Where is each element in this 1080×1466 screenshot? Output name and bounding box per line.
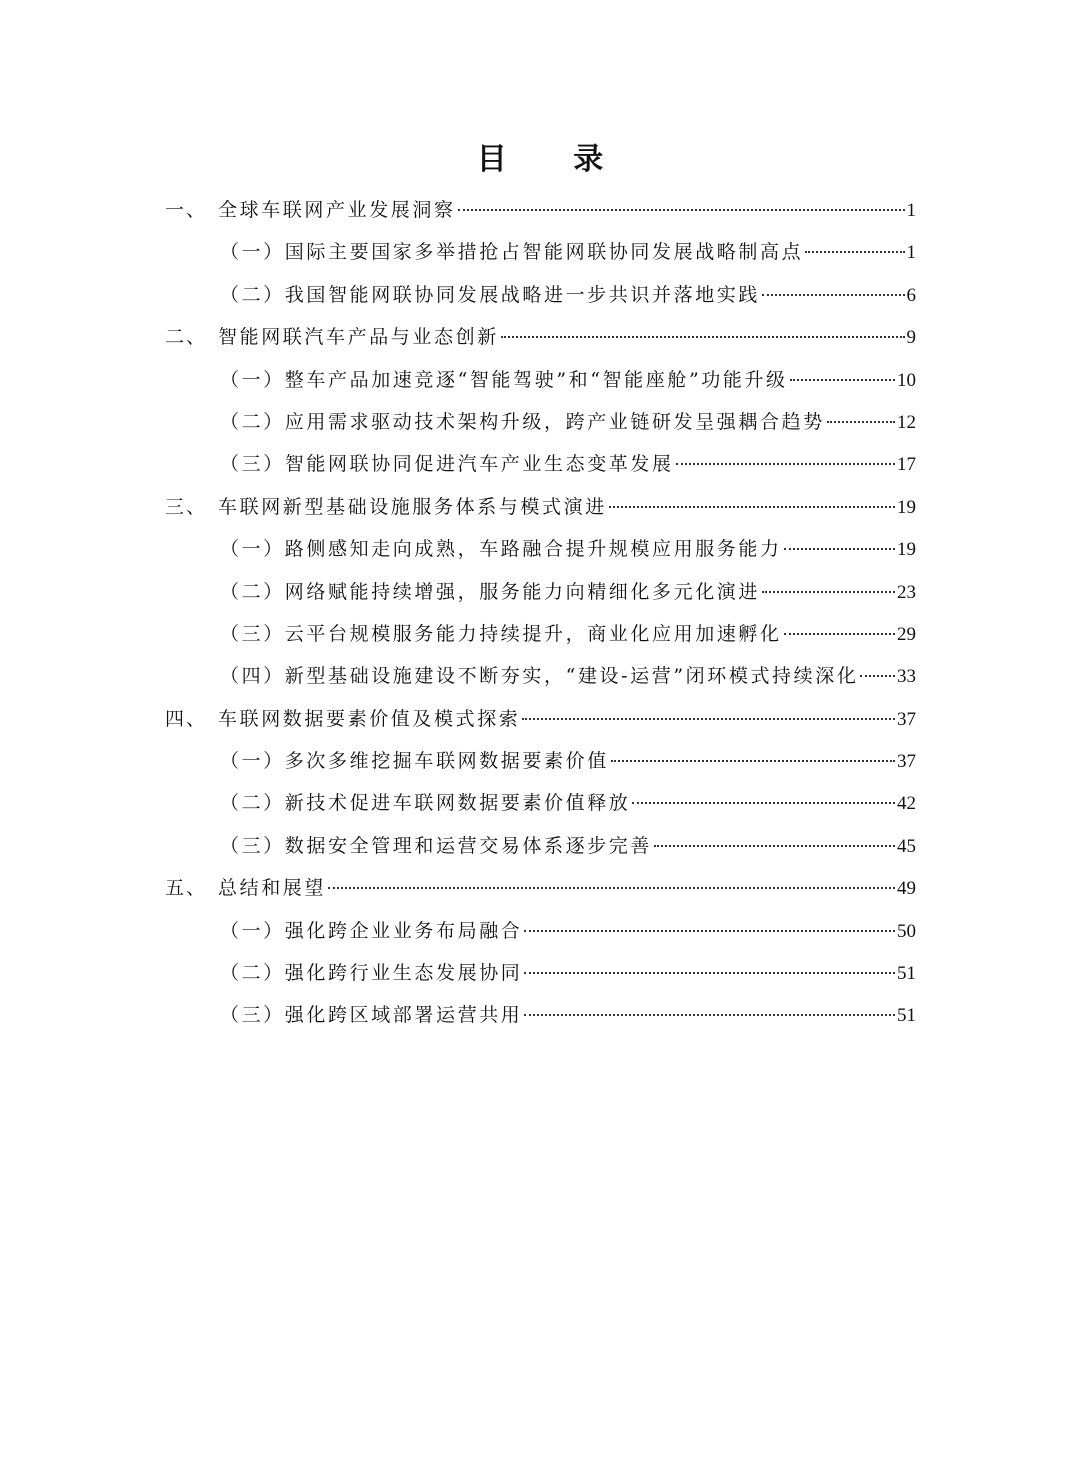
toc-page-number: 23 bbox=[897, 581, 916, 603]
dot-leader bbox=[676, 463, 895, 465]
toc-entry-label: （二）强化跨行业生态发展协同 bbox=[220, 962, 523, 985]
toc-section-entry[interactable] bbox=[0, 571, 1080, 613]
toc-page-number: 37 bbox=[897, 708, 916, 730]
dot-leader bbox=[458, 209, 905, 211]
toc-entry-label: 车联网数据要素价值及模式探索 bbox=[218, 707, 521, 730]
toc-entry-label: （二）我国智能网联协同发展战略进一步共识并落地实践 bbox=[220, 283, 761, 306]
toc-chapter-number: 二、 bbox=[165, 326, 208, 349]
toc-section-entry[interactable] bbox=[0, 613, 1080, 655]
toc-entry-line bbox=[218, 486, 916, 529]
toc-entry-label: （三）强化跨区域部署运营共用 bbox=[220, 1004, 523, 1027]
toc-page-number: 1 bbox=[906, 242, 916, 264]
toc-entry-label: （三）云平台规模服务能力持续提升，商业化应用加速孵化 bbox=[220, 622, 782, 645]
toc-section-entry[interactable] bbox=[0, 274, 1080, 316]
toc-entry-line bbox=[220, 740, 916, 783]
toc-section-entry[interactable] bbox=[0, 782, 1080, 824]
toc-page-number: 51 bbox=[897, 963, 916, 985]
toc-entry-label: 全球车联网产业发展洞察 bbox=[218, 199, 456, 221]
toc-page-number: 10 bbox=[897, 369, 916, 391]
toc-section-entry[interactable] bbox=[0, 359, 1080, 401]
toc-section-entry[interactable] bbox=[0, 825, 1080, 867]
dot-leader bbox=[524, 1014, 895, 1016]
toc-page-number: 6 bbox=[906, 284, 916, 306]
toc-entry-line bbox=[220, 910, 916, 953]
toc-page-number: 1 bbox=[906, 200, 916, 221]
toc-entry-line bbox=[220, 231, 916, 274]
toc-entry-label: （三）数据安全管理和运营交易体系逐步完善 bbox=[220, 834, 653, 857]
toc-entry-line bbox=[220, 401, 916, 444]
dot-leader bbox=[632, 802, 895, 804]
dot-leader bbox=[522, 718, 895, 720]
toc-entry-label: （一）强化跨企业业务布局融合 bbox=[220, 919, 523, 942]
dot-leader bbox=[328, 887, 895, 889]
toc-entry-label: （二）应用需求驱动技术架构升级，跨产业链研发呈强耦合趋势 bbox=[220, 410, 825, 433]
toc-chapter-number: 一、 bbox=[165, 199, 208, 221]
toc-section-entry[interactable] bbox=[0, 401, 1080, 443]
toc-page-number: 42 bbox=[897, 793, 916, 815]
toc-entry-label: （二）新技术促进车联网数据要素价值释放 bbox=[220, 792, 631, 815]
toc-chapter-number: 三、 bbox=[165, 495, 208, 518]
toc-entry-line bbox=[220, 782, 916, 825]
dot-leader bbox=[860, 675, 895, 677]
toc-page-number: 45 bbox=[897, 835, 916, 857]
toc-entry-line bbox=[220, 655, 916, 698]
toc-entry-label: 车联网新型基础设施服务体系与模式演进 bbox=[218, 495, 607, 518]
toc-entry-line bbox=[220, 359, 916, 402]
toc-section-entry[interactable] bbox=[0, 952, 1080, 994]
toc-section-entry[interactable] bbox=[0, 231, 1080, 273]
dot-leader bbox=[762, 294, 904, 296]
dot-leader bbox=[524, 930, 895, 932]
toc-chapter-number: 四、 bbox=[165, 707, 208, 730]
toc-page-number: 33 bbox=[897, 666, 916, 688]
toc-page-number: 49 bbox=[897, 878, 916, 900]
toc-entry-line bbox=[218, 867, 916, 910]
toc-entry-label: （一）多次多维挖掘车联网数据要素价值 bbox=[220, 750, 609, 773]
toc-entry-line bbox=[218, 316, 916, 359]
dot-leader bbox=[827, 421, 895, 423]
toc-entry-line bbox=[220, 613, 916, 656]
page-title: 目 录 bbox=[476, 142, 632, 177]
toc-entry-label: （四）新型基础设施建设不断夯实，“建设-运营”闭环模式持续深化 bbox=[220, 665, 859, 688]
toc-chapter-entry[interactable] bbox=[0, 698, 1080, 740]
dot-leader bbox=[762, 591, 895, 593]
toc-chapter-number: 五、 bbox=[165, 877, 208, 900]
toc-entry-line bbox=[220, 274, 916, 317]
toc-section-entry[interactable] bbox=[0, 740, 1080, 782]
toc-entry-line bbox=[220, 571, 916, 614]
dot-leader bbox=[501, 336, 905, 338]
toc-page-number: 12 bbox=[897, 411, 916, 433]
dot-leader bbox=[654, 845, 895, 847]
toc-section-entry[interactable] bbox=[0, 655, 1080, 697]
toc-entry-label: （一）国际主要国家多举措抢占智能网联协同发展战略制高点 bbox=[220, 241, 804, 264]
toc-page-number: 37 bbox=[897, 751, 916, 773]
toc-entry-line bbox=[218, 189, 916, 232]
toc-entry-label: （一）整车产品加速竞逐“智能驾驶”和“智能座舱”功能升级 bbox=[220, 368, 788, 391]
dot-leader bbox=[784, 633, 895, 635]
toc-entry-line bbox=[220, 994, 916, 1037]
toc-entry-label: （二）网络赋能持续增强，服务能力向精细化多元化演进 bbox=[220, 580, 761, 603]
toc-page-number: 19 bbox=[897, 496, 916, 518]
dot-leader bbox=[790, 379, 895, 381]
toc-entry-label: （一）路侧感知走向成熟，车路融合提升规模应用服务能力 bbox=[220, 538, 782, 561]
toc-entry-line bbox=[220, 528, 916, 571]
dot-leader bbox=[524, 972, 895, 974]
toc-chapter-entry[interactable] bbox=[0, 189, 1080, 231]
toc-page-number: 50 bbox=[897, 920, 916, 942]
toc-section-entry[interactable] bbox=[0, 994, 1080, 1036]
toc-chapter-entry[interactable] bbox=[0, 316, 1080, 358]
toc-page-number: 19 bbox=[897, 539, 916, 561]
toc-page-number: 9 bbox=[906, 327, 916, 349]
dot-leader bbox=[784, 548, 895, 550]
dot-leader bbox=[609, 506, 895, 508]
toc-entry-label: （三）智能网联协同促进汽车产业生态变革发展 bbox=[220, 453, 674, 476]
toc-entry-line bbox=[220, 952, 916, 995]
toc-section-entry[interactable] bbox=[0, 910, 1080, 952]
dot-leader bbox=[805, 251, 904, 253]
toc-page-number: 51 bbox=[897, 1005, 916, 1027]
toc-entry-label: 总结和展望 bbox=[218, 877, 327, 900]
toc-entry-line bbox=[218, 698, 916, 741]
table-of-contents bbox=[0, 189, 1080, 1037]
toc-entry-line bbox=[220, 825, 916, 868]
toc-page-number: 29 bbox=[897, 623, 916, 645]
toc-entry-label: 智能网联汽车产品与业态创新 bbox=[218, 326, 499, 349]
dot-leader bbox=[611, 760, 895, 762]
toc-section-entry[interactable] bbox=[0, 528, 1080, 570]
toc-chapter-entry[interactable] bbox=[0, 867, 1080, 909]
toc-section-entry[interactable] bbox=[0, 443, 1080, 485]
toc-page-number: 17 bbox=[897, 454, 916, 476]
toc-entry-line bbox=[220, 443, 916, 486]
toc-chapter-entry[interactable] bbox=[0, 486, 1080, 528]
